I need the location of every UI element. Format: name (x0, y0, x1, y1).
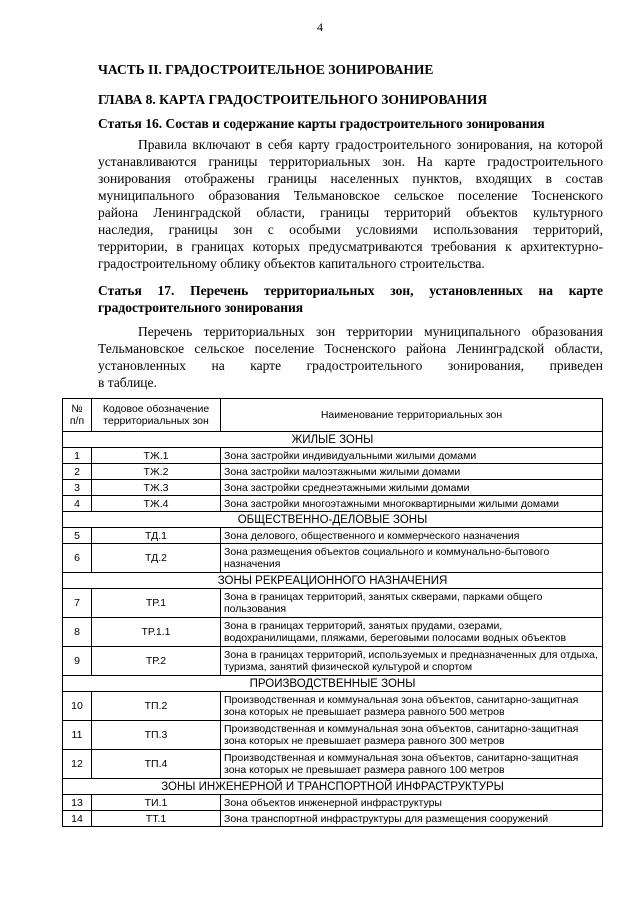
paragraph-line: наследия, границы зон с особыми условиями использования территорий, (98, 222, 603, 237)
row-code: ТД.1 (92, 528, 221, 544)
row-code: ТП.3 (92, 721, 221, 750)
row-num: 10 (63, 692, 92, 721)
table-row (63, 589, 603, 618)
article-16-title: Статья 16. Состав и содержание карты градостроительного зонирования (98, 116, 545, 131)
article-17-title-line: Статья 17. Перечень территориальных зон, установленных на карте (98, 283, 603, 298)
table-row (63, 448, 603, 464)
table-row (63, 750, 603, 779)
table-row (63, 544, 603, 573)
row-name: Зона застройки индивидуальными жилыми домами (221, 448, 603, 464)
row-code: ТЖ.3 (92, 480, 221, 496)
row-name: Зона транспортной инфраструктуры для размещения сооружений (221, 811, 603, 827)
article-17-title-line: градостроительного зонирования (98, 300, 304, 315)
paragraph-line: района Ленинградской области, границы территорий объектов культурного (98, 205, 603, 220)
section-header: ЗОНЫ РЕКРЕАЦИОННОГО НАЗНАЧЕНИЯ (63, 573, 603, 589)
section-header: ОБЩЕСТВЕННО-ДЕЛОВЫЕ ЗОНЫ (63, 512, 603, 528)
row-code: ТД.2 (92, 544, 221, 573)
row-name: Зона в границах территорий, используемых и предназначенных для отдыха, туризма, занятий физической культурой и спортом (221, 647, 603, 676)
row-num: 2 (63, 464, 92, 480)
chapter-title: ГЛАВА 8. КАРТА ГРАДОСТРОИТЕЛЬНОГО ЗОНИРОВАНИЯ (98, 92, 488, 107)
paragraph-line: в таблице. (98, 375, 157, 390)
article-17-title (98, 282, 603, 316)
row-name: Производственная и коммунальная зона объектов, санитарно-защитная зона которых не превышает размера равного 300 метров (221, 721, 603, 750)
row-num: 9 (63, 647, 92, 676)
table-row (63, 618, 603, 647)
row-code: ТР.2 (92, 647, 221, 676)
paragraph-line: Тельмановское сельское поселение Тосненского района Ленинградской области, (98, 341, 603, 356)
table-row (63, 647, 603, 676)
header-num: № п/п (63, 399, 92, 432)
row-num: 14 (63, 811, 92, 827)
table-row (63, 795, 603, 811)
paragraph-line: градостроительному облику объектов капитального строительства. (98, 256, 485, 271)
table-row (63, 811, 603, 827)
paragraph-line: установленных на карте градостроительного зонирования, приведен (98, 358, 603, 373)
row-code: ТЖ.4 (92, 496, 221, 512)
article-16-paragraph (98, 136, 603, 272)
row-name: Зона объектов инженерной инфраструктуры (221, 795, 603, 811)
paragraph-line: зонирования отображены границы населенных пунктов, входящих в состав (98, 171, 603, 186)
row-code: ТР.1 (92, 589, 221, 618)
row-name: Зона застройки многоэтажными многоквартирными жилыми домами (221, 496, 603, 512)
row-code: ТР.1.1 (92, 618, 221, 647)
row-num: 3 (63, 480, 92, 496)
table-row (63, 464, 603, 480)
row-num: 7 (63, 589, 92, 618)
article-17-paragraph (98, 323, 603, 391)
row-code: ТП.4 (92, 750, 221, 779)
zones-table (62, 398, 603, 827)
row-code: ТЖ.1 (92, 448, 221, 464)
paragraph-line: устанавливаются границы территориальных зон. На карте градостроительного (98, 154, 603, 169)
row-code: ТЖ.2 (92, 464, 221, 480)
row-code: ТТ.1 (92, 811, 221, 827)
header-name: Наименование территориальных зон (221, 399, 603, 432)
section-header: ЖИЛЫЕ ЗОНЫ (63, 432, 603, 448)
row-num: 4 (63, 496, 92, 512)
table-row (63, 692, 603, 721)
row-num: 13 (63, 795, 92, 811)
row-num: 12 (63, 750, 92, 779)
table-row (63, 496, 603, 512)
table-row (63, 528, 603, 544)
row-name: Зона в границах территорий, занятых прудами, озерами, водохранилищами, пляжами, береговыми полосами водных объектов (221, 618, 603, 647)
paragraph-line: территории, в границах которых предусматриваются требования к архитектурно- (98, 239, 603, 254)
row-num: 11 (63, 721, 92, 750)
row-num: 5 (63, 528, 92, 544)
header-code: Кодовое обозначение территориальных зон (92, 399, 221, 432)
row-name: Зона в границах территорий, занятых скверами, парками общего пользования (221, 589, 603, 618)
row-name: Производственная и коммунальная зона объектов, санитарно-защитная зона которых не превышает размера равного 500 метров (221, 692, 603, 721)
paragraph-line: Правила включают в себя карту градостроительного зонирования, на которой (138, 137, 603, 152)
table-row (63, 480, 603, 496)
row-num: 6 (63, 544, 92, 573)
row-code: ТИ.1 (92, 795, 221, 811)
paragraph-line: муниципального образования Тельмановское сельское поселение Тосненского (98, 188, 603, 203)
paragraph-line: Перечень территориальных зон территории муниципального образования (138, 324, 603, 339)
section-header: ПРОИЗВОДСТВЕННЫЕ ЗОНЫ (63, 676, 603, 692)
row-code: ТП.2 (92, 692, 221, 721)
section-header: ЗОНЫ ИНЖЕНЕРНОЙ И ТРАНСПОРТНОЙ ИНФРАСТРУКТУРЫ (63, 779, 603, 795)
row-name: Зона застройки среднеэтажными жилыми домами (221, 480, 603, 496)
part-title: ЧАСТЬ II. ГРАДОСТРОИТЕЛЬНОЕ ЗОНИРОВАНИЕ (98, 62, 434, 77)
row-num: 1 (63, 448, 92, 464)
row-name: Зона застройки малоэтажными жилыми домами (221, 464, 603, 480)
row-name: Зона размещения объектов социального и коммунально-бытового назначения (221, 544, 603, 573)
row-num: 8 (63, 618, 92, 647)
page-number: 4 (317, 20, 323, 34)
row-name: Производственная и коммунальная зона объектов, санитарно-защитная зона которых не превышает размера равного 100 метров (221, 750, 603, 779)
row-name: Зона делового, общественного и коммерческого назначения (221, 528, 603, 544)
table-row (63, 721, 603, 750)
